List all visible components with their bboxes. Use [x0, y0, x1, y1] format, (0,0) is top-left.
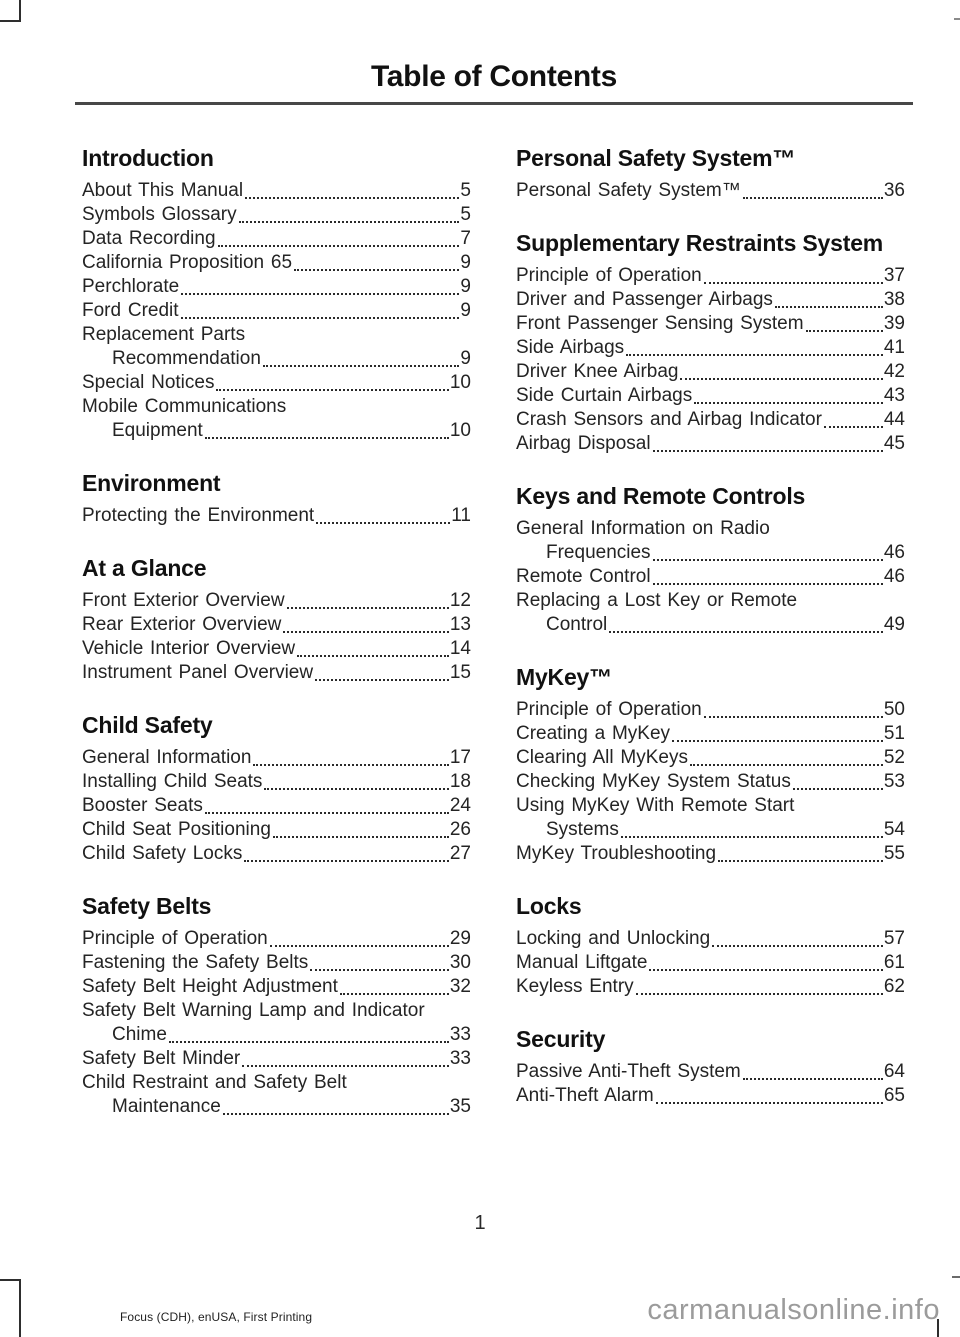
toc-entry-line — [82, 1047, 471, 1071]
toc-entry — [82, 794, 471, 818]
toc-entry-label: Safety Belt Height Adjustment — [82, 976, 338, 997]
toc-entry-line — [82, 927, 471, 951]
toc-entry-label: Side Curtain Airbags — [516, 385, 693, 406]
toc-entry-line — [82, 275, 471, 299]
toc-entry — [516, 517, 905, 565]
toc-entry — [82, 613, 471, 637]
toc-entry-line — [516, 698, 905, 722]
toc-entry — [82, 275, 471, 299]
toc-entry — [516, 927, 905, 951]
toc-entry-page: 64 — [883, 1061, 905, 1082]
dot-leader — [743, 1078, 883, 1080]
toc-entry-page: 65 — [883, 1085, 905, 1106]
toc-entry-label: Frequencies — [546, 542, 651, 563]
dot-leader — [316, 522, 450, 524]
toc-entry-line — [82, 504, 471, 528]
toc-entry-label: Rear Exterior Overview — [82, 614, 282, 635]
toc-entry-line — [82, 371, 471, 395]
toc-entry-line — [82, 818, 471, 842]
toc-entry-label: Remote Control — [516, 566, 651, 587]
toc-entry — [82, 1047, 471, 1071]
toc-entry — [82, 770, 471, 794]
toc-entry-page: 29 — [449, 928, 471, 949]
toc-entry-line — [516, 336, 905, 360]
toc-entry-label: Protecting the Environment — [82, 505, 315, 526]
toc-entry-page: 11 — [451, 505, 471, 526]
toc-entry-label: Checking MyKey System Status — [516, 771, 791, 792]
dot-leader — [216, 389, 448, 391]
toc-section — [82, 712, 471, 866]
toc-entry-page: 27 — [449, 843, 471, 864]
dot-leader — [294, 269, 459, 271]
toc-entry-page: 18 — [449, 771, 471, 792]
section-heading: Supplementary Restraints System — [516, 230, 884, 256]
toc-entry-label: Booster Seats — [82, 795, 203, 816]
dot-leader — [242, 1065, 449, 1067]
toc-entry — [82, 203, 471, 227]
dot-leader — [806, 330, 883, 332]
dot-leader — [181, 293, 459, 295]
toc-entry-line — [82, 951, 471, 975]
page-number: 1 — [474, 1212, 486, 1234]
toc-entry-line — [82, 299, 471, 323]
section-heading: Safety Belts — [82, 893, 212, 919]
toc-entry-label: California Proposition 65 — [82, 252, 293, 273]
toc-entry-label: Using MyKey With Remote Start — [516, 795, 795, 816]
toc-entry-page: 50 — [883, 699, 905, 720]
dot-leader — [283, 631, 448, 633]
toc-entry-label: Driver and Passenger Airbags — [516, 289, 773, 310]
toc-entry-page: 49 — [883, 614, 905, 635]
dot-leader — [649, 969, 882, 971]
toc-entry-page: 41 — [883, 337, 905, 358]
toc-entry-page: 37 — [883, 265, 905, 286]
toc-entry — [82, 179, 471, 203]
toc-entry-label: MyKey Troubleshooting — [516, 843, 717, 864]
dot-leader — [636, 993, 883, 995]
dot-leader — [205, 437, 449, 439]
footer-note: Focus (CDH), enUSA, First Printing — [120, 1310, 313, 1324]
toc-entry-label: Installing Child Seats — [82, 771, 263, 792]
toc-entry-label: Mobile Communications — [82, 396, 287, 417]
toc-entry-label: Locking and Unlocking — [516, 928, 711, 949]
crop-mark-bottom-right-dash-icon — [952, 1276, 960, 1278]
crop-mark-top-left-icon — [0, 0, 21, 22]
dot-leader — [793, 788, 883, 790]
toc-entry — [516, 312, 905, 336]
toc-entry-line — [82, 227, 471, 251]
dot-leader — [169, 1041, 449, 1043]
dot-leader — [718, 860, 883, 862]
toc-entry-line — [82, 661, 471, 685]
toc-entry-line — [516, 951, 905, 975]
toc-section — [82, 893, 471, 1119]
toc-section — [82, 145, 471, 443]
section-heading: MyKey™ — [516, 664, 612, 690]
section-heading: Keys and Remote Controls — [516, 483, 806, 509]
toc-entry — [82, 323, 471, 371]
toc-entry-page: 51 — [883, 723, 905, 744]
toc-entry — [516, 264, 905, 288]
dot-leader — [340, 993, 449, 995]
toc-entry — [516, 179, 905, 203]
toc-entry-label: Anti-Theft Alarm — [516, 1085, 654, 1106]
toc-entry-page: 33 — [449, 1024, 471, 1045]
toc-section — [82, 555, 471, 685]
toc-entry-page: 15 — [449, 662, 471, 683]
toc-entry-label: Vehicle Interior Overview — [82, 638, 296, 659]
toc-entry-label: Equipment — [112, 420, 203, 441]
toc-entry — [82, 999, 471, 1047]
toc-entry-label: Instrument Panel Overview — [82, 662, 314, 683]
toc-entry — [516, 1060, 905, 1084]
toc-entry — [82, 746, 471, 770]
section-heading: Introduction — [82, 145, 214, 171]
toc-entry-line — [516, 770, 905, 794]
toc-entry-page: 24 — [449, 795, 471, 816]
toc-entry-label: Child Safety Locks — [82, 843, 243, 864]
toc-entry — [82, 1071, 471, 1119]
toc-entry-label: Data Recording — [82, 228, 216, 249]
crop-mark-top-right-icon — [954, 18, 960, 20]
dot-leader — [218, 245, 460, 247]
toc-entry-page: 7 — [460, 228, 471, 249]
toc-section — [516, 893, 905, 999]
toc-entry-page: 42 — [883, 361, 905, 382]
toc-entry-page: 26 — [449, 819, 471, 840]
toc-entry — [516, 565, 905, 589]
toc-entry-page: 45 — [883, 433, 905, 454]
toc-entry-line — [516, 541, 905, 565]
dot-leader — [690, 764, 883, 766]
toc-entry-label: Passive Anti-Theft System — [516, 1061, 741, 1082]
toc-entry-line — [82, 589, 471, 613]
dot-leader — [273, 836, 449, 838]
toc-entry — [516, 794, 905, 842]
toc-entry-label: Recommendation — [112, 348, 261, 369]
toc-entry-label: Control — [546, 614, 608, 635]
dot-leader — [680, 378, 882, 380]
dot-leader — [270, 945, 449, 947]
toc-entry-line — [82, 1095, 471, 1119]
dot-leader — [743, 197, 883, 199]
toc-entry-page: 9 — [460, 348, 471, 369]
toc-entry-page: 39 — [883, 313, 905, 334]
toc-entry-page: 36 — [883, 180, 905, 201]
title-rule — [75, 102, 913, 105]
toc-entry — [516, 842, 905, 866]
toc-entry-label: Child Restraint and Safety Belt — [82, 1072, 347, 1093]
toc-entry-page: 9 — [460, 300, 471, 321]
toc-entry-label: Replacing a Lost Key or Remote — [516, 590, 798, 611]
dot-leader — [694, 402, 883, 404]
toc-entry-line — [516, 927, 905, 951]
toc-entry-line — [82, 179, 471, 203]
dot-leader — [310, 969, 449, 971]
toc-entry-label: Safety Belt Warning Lamp and Indicator — [82, 1000, 425, 1021]
toc-entry-line — [82, 794, 471, 818]
dot-leader — [704, 716, 883, 718]
dot-leader — [626, 354, 883, 356]
toc-entry — [516, 1084, 905, 1108]
toc-entry-page: 35 — [449, 1096, 471, 1117]
toc-entry-page: 55 — [883, 843, 905, 864]
toc-entry-line — [516, 408, 905, 432]
dot-leader — [653, 583, 883, 585]
toc-entry-page: 57 — [883, 928, 905, 949]
toc-entry-line — [82, 347, 471, 371]
dot-leader — [287, 607, 449, 609]
dot-leader — [712, 945, 883, 947]
toc-entry-page: 46 — [883, 566, 905, 587]
toc-entry-page: 62 — [883, 976, 905, 997]
toc-entry-line — [516, 746, 905, 770]
toc-entry — [82, 395, 471, 443]
toc-entry — [516, 746, 905, 770]
toc-entry — [82, 299, 471, 323]
toc-entry — [82, 637, 471, 661]
toc-entry-label: Keyless Entry — [516, 976, 634, 997]
toc-entry — [82, 589, 471, 613]
toc-entry-page: 38 — [883, 289, 905, 310]
toc-entry — [516, 360, 905, 384]
toc-entry-label: Personal Safety System™ — [516, 180, 741, 201]
toc-entry — [82, 951, 471, 975]
toc-entry — [516, 336, 905, 360]
toc-column-right — [516, 145, 905, 1146]
dot-leader — [775, 306, 883, 308]
section-heading: Environment — [82, 470, 221, 496]
toc-entry-page: 30 — [449, 952, 471, 973]
toc-entry — [516, 770, 905, 794]
dot-leader — [263, 365, 460, 367]
toc-entry-page: 9 — [460, 252, 471, 273]
dot-leader — [653, 559, 883, 561]
dot-leader — [205, 812, 449, 814]
toc-entry — [516, 698, 905, 722]
toc-entry-label: Front Exterior Overview — [82, 590, 285, 611]
toc-entry-label: Fastening the Safety Belts — [82, 952, 309, 973]
toc-entry-line — [516, 179, 905, 203]
toc-entry — [82, 975, 471, 999]
toc-section — [516, 664, 905, 866]
dot-leader — [253, 764, 448, 766]
toc-entry-page: 53 — [883, 771, 905, 792]
toc-entry-line — [516, 1084, 905, 1108]
toc-entry — [516, 408, 905, 432]
toc-entry-line — [516, 842, 905, 866]
toc-entry-label: Ford Credit — [82, 300, 179, 321]
toc-section — [516, 145, 905, 203]
dot-leader — [297, 655, 449, 657]
toc-entry-label: Maintenance — [112, 1096, 221, 1117]
toc-entry-page: 54 — [883, 819, 905, 840]
dot-leader — [239, 221, 460, 223]
toc-entry — [516, 384, 905, 408]
toc-entry-label: Child Seat Positioning — [82, 819, 271, 840]
toc-entry-line — [516, 818, 905, 842]
toc-entry-line — [82, 842, 471, 866]
toc-entry-line — [516, 312, 905, 336]
section-heading: At a Glance — [82, 555, 207, 581]
toc-entry-line — [82, 613, 471, 637]
toc-entry-label: Side Airbags — [516, 337, 625, 358]
toc-entry-label: General Information — [82, 747, 252, 768]
toc-entry-page: 61 — [883, 952, 905, 973]
toc-entry-page: 10 — [449, 420, 471, 441]
toc-section — [516, 483, 905, 637]
toc-entry-line — [516, 384, 905, 408]
dot-leader — [315, 679, 449, 681]
toc-entry-label: Principle of Operation — [82, 928, 268, 949]
toc-entry-line — [516, 1060, 905, 1084]
toc-entry-label: Systems — [546, 819, 619, 840]
toc-entry-label: Special Notices — [82, 372, 215, 393]
toc-entry — [516, 975, 905, 999]
toc-entry — [82, 842, 471, 866]
dot-leader — [672, 740, 883, 742]
toc-entry-line — [82, 746, 471, 770]
crop-mark-bottom-left-icon — [0, 1279, 21, 1337]
toc-entry-page: 43 — [883, 385, 905, 406]
toc-entry-page: 52 — [883, 747, 905, 768]
dot-leader — [244, 860, 449, 862]
toc-entry-line — [516, 975, 905, 999]
toc-entry-label: General Information on Radio — [516, 518, 770, 539]
dot-leader — [264, 788, 448, 790]
toc-entry — [82, 251, 471, 275]
toc-entry-page: 17 — [449, 747, 471, 768]
toc-entry-page: 10 — [449, 372, 471, 393]
dot-leader — [704, 282, 883, 284]
toc-entry-line — [82, 419, 471, 443]
watermark: carmanualsonline.info — [647, 1294, 940, 1326]
toc-entry-line — [516, 613, 905, 637]
toc-entry — [82, 504, 471, 528]
toc-entry-line — [516, 288, 905, 312]
toc-entry-label: Symbols Glossary — [82, 204, 237, 225]
section-heading: Locks — [516, 893, 582, 919]
toc-entry-page: 44 — [883, 409, 905, 430]
toc-entry-page: 14 — [449, 638, 471, 659]
toc-entry — [82, 227, 471, 251]
toc-entry-line — [82, 770, 471, 794]
toc-entry-label: Crash Sensors and Airbag Indicator — [516, 409, 822, 430]
section-heading: Security — [516, 1026, 606, 1052]
dot-leader — [245, 197, 459, 199]
toc-section — [516, 1026, 905, 1108]
dot-leader — [656, 1102, 883, 1104]
toc-entry-label: Airbag Disposal — [516, 433, 651, 454]
toc-entry-line — [82, 1023, 471, 1047]
toc-column-left — [82, 145, 471, 1146]
toc-entry-line — [516, 565, 905, 589]
toc-entry-page: 5 — [460, 204, 471, 225]
toc-entry-line — [516, 722, 905, 746]
toc-entry-label: About This Manual — [82, 180, 244, 201]
dot-leader — [824, 426, 883, 428]
toc-entry-page: 32 — [449, 976, 471, 997]
dot-leader — [223, 1113, 449, 1115]
toc-entry-page: 9 — [460, 276, 471, 297]
dot-leader — [609, 631, 883, 633]
toc-entry-line — [82, 251, 471, 275]
toc-entry — [516, 722, 905, 746]
toc-entry-page: 5 — [460, 180, 471, 201]
toc-entry — [516, 589, 905, 637]
toc-entry-label: Front Passenger Sensing System — [516, 313, 804, 334]
toc-section — [516, 230, 905, 456]
toc-entry-page: 33 — [449, 1048, 471, 1069]
page-title: Table of Contents — [370, 60, 617, 93]
toc-entry-page: 12 — [449, 590, 471, 611]
toc-entry-label: Creating a MyKey — [516, 723, 671, 744]
toc-section — [82, 470, 471, 528]
toc-entry-line — [82, 203, 471, 227]
toc-entry — [516, 951, 905, 975]
dot-leader — [621, 836, 883, 838]
toc-columns — [82, 145, 905, 1146]
toc-entry — [82, 661, 471, 685]
toc-entry-line — [516, 432, 905, 456]
toc-entry-page: 13 — [449, 614, 471, 635]
toc-entry — [82, 927, 471, 951]
toc-entry-label: Principle of Operation — [516, 699, 702, 720]
toc-entry — [82, 371, 471, 395]
toc-entry-line — [82, 975, 471, 999]
toc-entry-label: Manual Liftgate — [516, 952, 648, 973]
toc-entry — [516, 432, 905, 456]
dot-leader — [181, 317, 460, 319]
toc-entry-label: Clearing All MyKeys — [516, 747, 688, 768]
toc-entry-label: Chime — [112, 1024, 167, 1045]
toc-entry — [516, 288, 905, 312]
dot-leader — [653, 450, 883, 452]
toc-entry-label: Safety Belt Minder — [82, 1048, 241, 1069]
section-heading: Child Safety — [82, 712, 213, 738]
toc-entry — [82, 818, 471, 842]
toc-entry-label: Perchlorate — [82, 276, 180, 297]
toc-entry-label: Driver Knee Airbag — [516, 361, 679, 382]
toc-entry-line — [516, 360, 905, 384]
section-heading: Personal Safety System™ — [516, 145, 796, 171]
toc-entry-line — [82, 637, 471, 661]
toc-entry-page: 46 — [883, 542, 905, 563]
toc-entry-label: Replacement Parts — [82, 324, 246, 345]
toc-entry-label: Principle of Operation — [516, 265, 702, 286]
toc-entry-line — [516, 264, 905, 288]
